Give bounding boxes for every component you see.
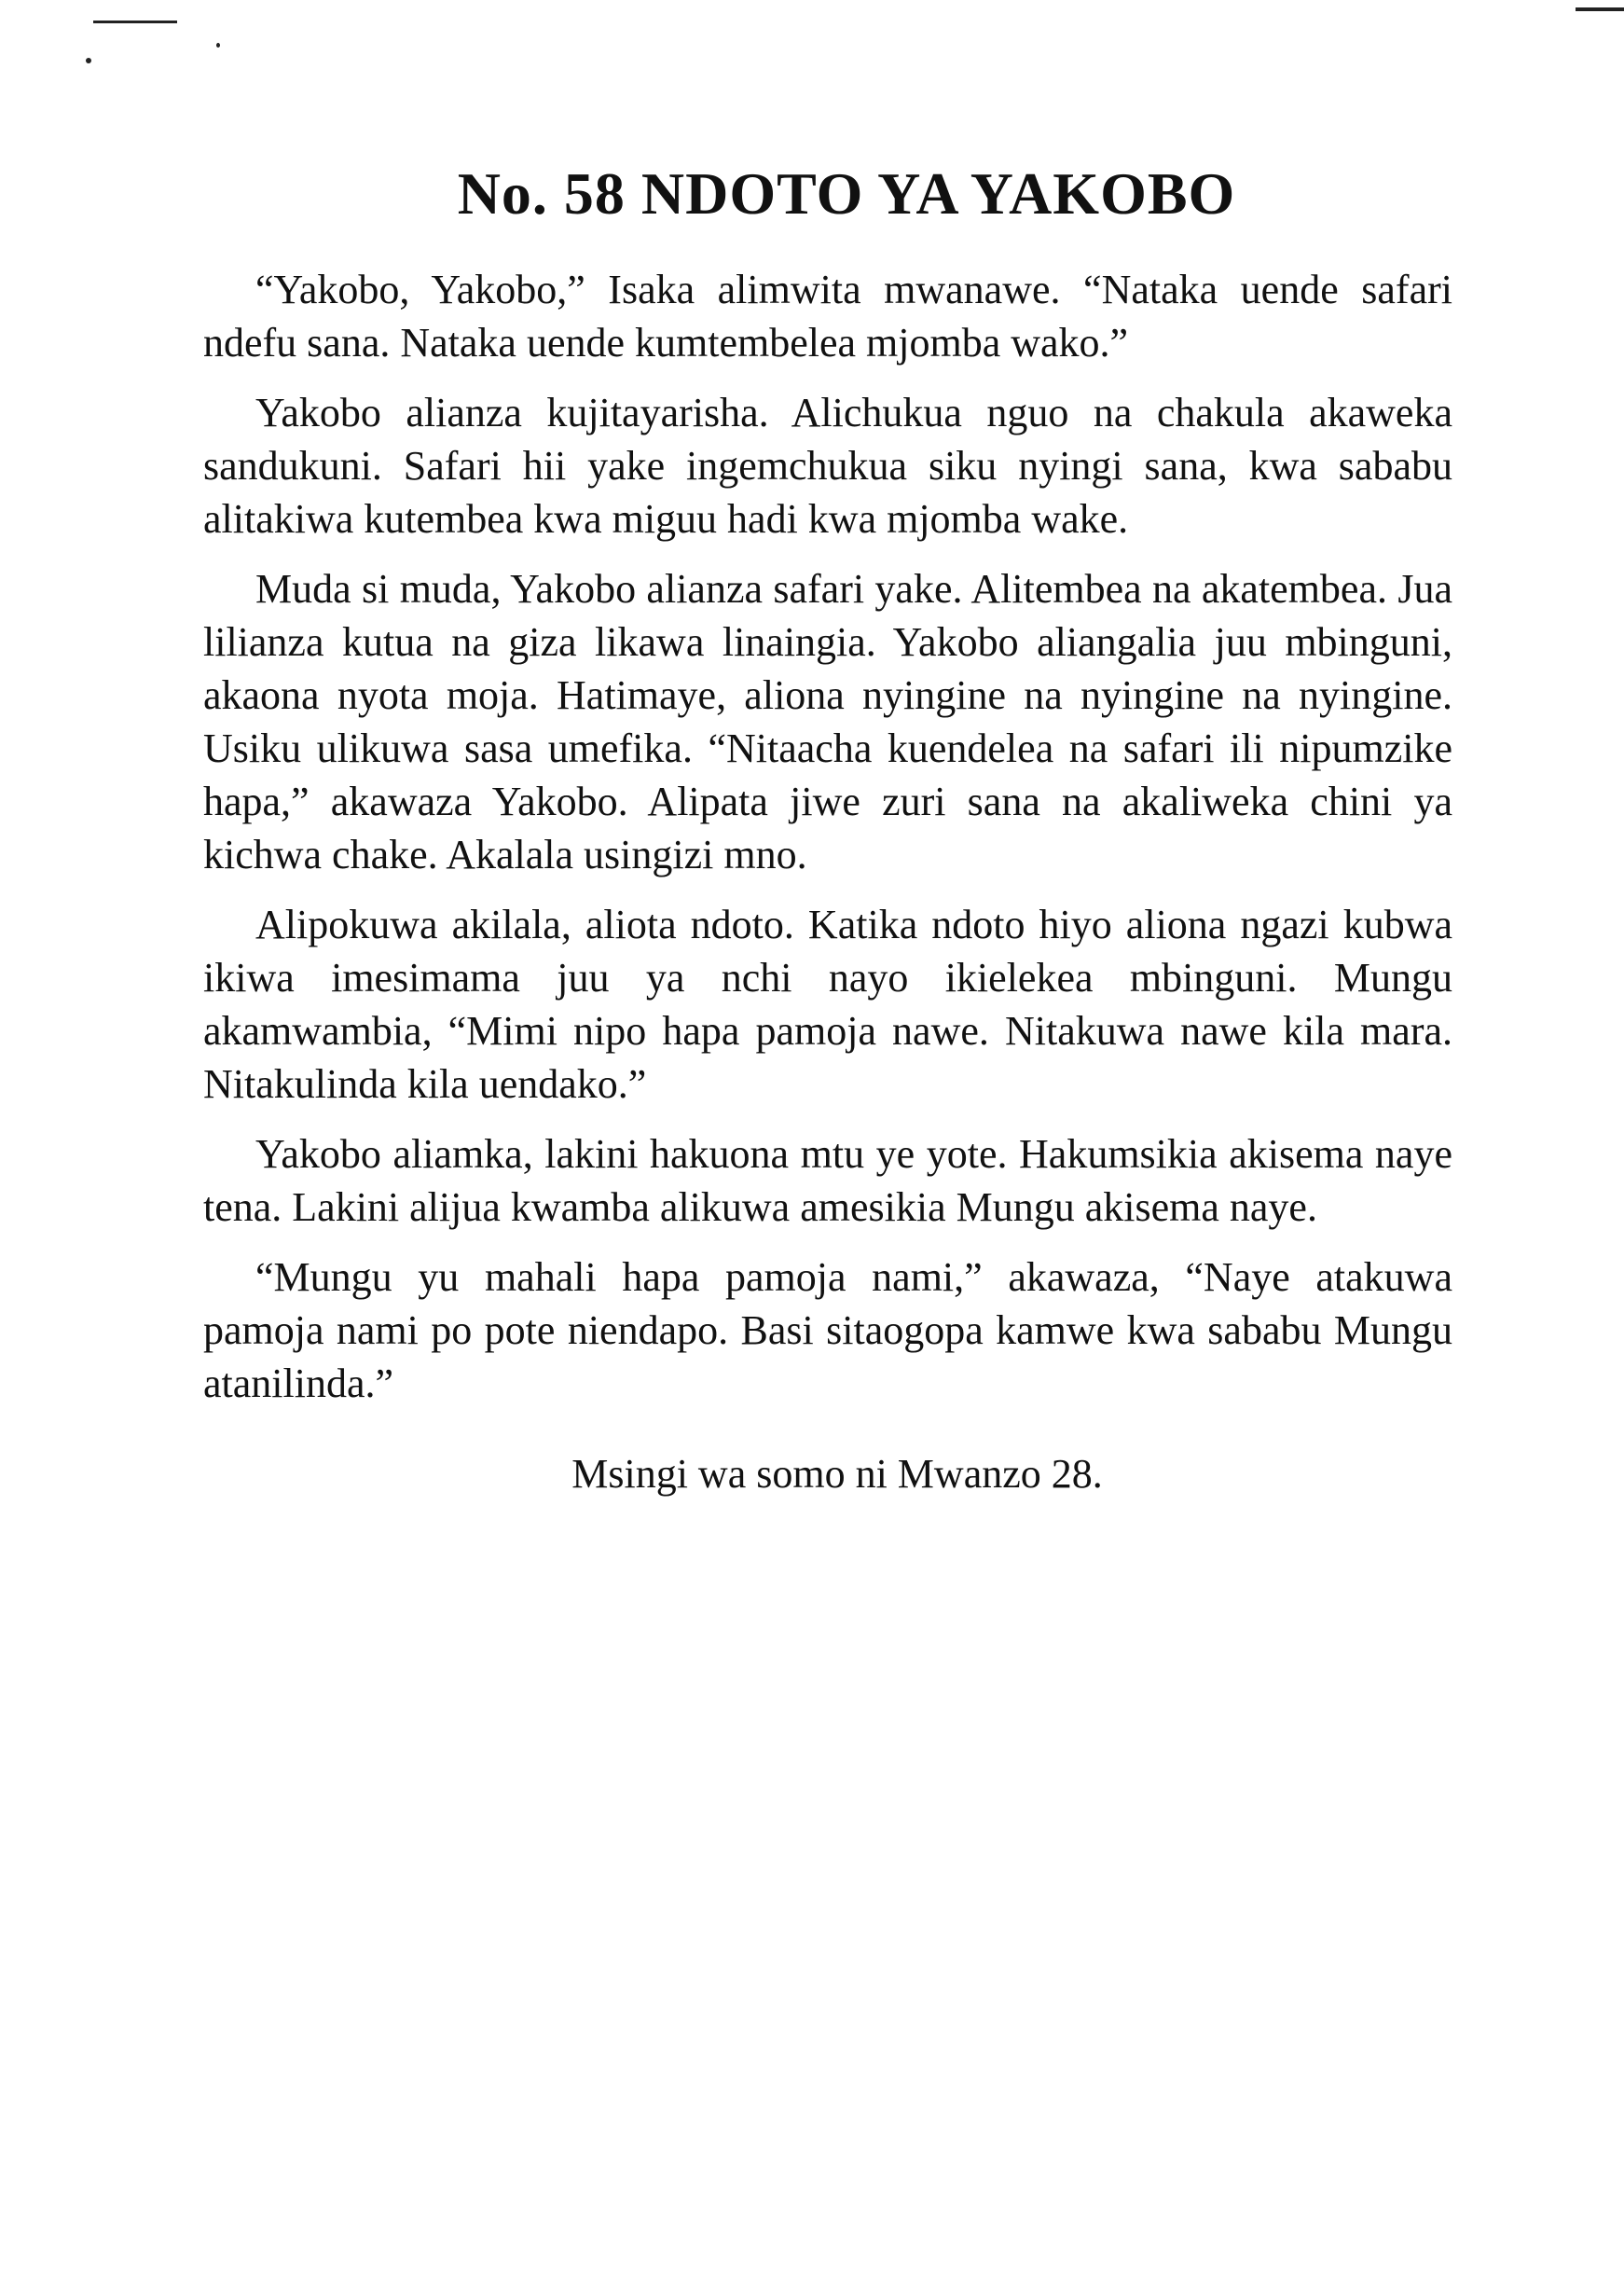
scan-speck <box>86 58 91 63</box>
story-title: No. 58 NDOTO YA YAKOBO <box>457 160 1236 227</box>
scan-mark <box>1576 7 1624 11</box>
paragraph: Yakobo aliamka, lakini hakuona mtu ye yote. Hakumsikia akisema naye tena. Lakini alijua kwamba alikuwa amesikia Mungu akisema naye. <box>203 1131 1452 1230</box>
paragraph: Yakobo alianza kujitayarisha. Alichukua nguo na chakula akaweka sandukuni. Safari hii yake ingemchukua siku nyingi sana, kwa sababu alitakiwa kutembea kwa miguu hadi kwa mjomba wake. <box>203 390 1452 542</box>
scripture-reference: Msingi wa somo ni Mwanzo 28. <box>571 1451 1103 1497</box>
paragraph: Muda si muda, Yakobo alianza safari yake. Alitembea na akatembea. Jua lilianza kutua na giza likawa linaingia. Yakobo aliangalia juu mbinguni, akaona nyota moja. Hatimaye, aliona nyingine na nyingine na nyingine. Usiku ulikuwa sasa umefika. “Nitaacha kuendelea na safari ili nipumzike hapa,” akawaza Yakobo. Alipata jiwe zuri sana na akaliweka chini ya kichwa chake. Akalala usingizi mno. <box>203 566 1452 877</box>
scan-mark <box>93 21 177 23</box>
document-page <box>203 157 1452 1541</box>
paragraph: “Yakobo, Yakobo,” Isaka alimwita mwanawe. “Nataka uende safari ndefu sana. Nataka uende kumtembelea mjomba wako.” <box>203 267 1452 366</box>
paragraph: Alipokuwa akilala, aliota ndoto. Katika ndoto hiyo aliona ngazi kubwa ikiwa imesimama juu ya nchi nayo ikielekea mbinguni. Mungu akamwambia, “Mimi nipo hapa pamoja nawe. Nitakuwa nawe kila mara. Nitakulinda kila uendako.” <box>203 902 1452 1107</box>
scan-speck <box>216 43 220 48</box>
paragraph: “Mungu yu mahali hapa pamoja nami,” akawaza, “Naye atakuwa pamoja nami po pote niendapo. Basi sitaogopa kamwe kwa sababu Mungu atanilinda.” <box>203 1254 1452 1406</box>
